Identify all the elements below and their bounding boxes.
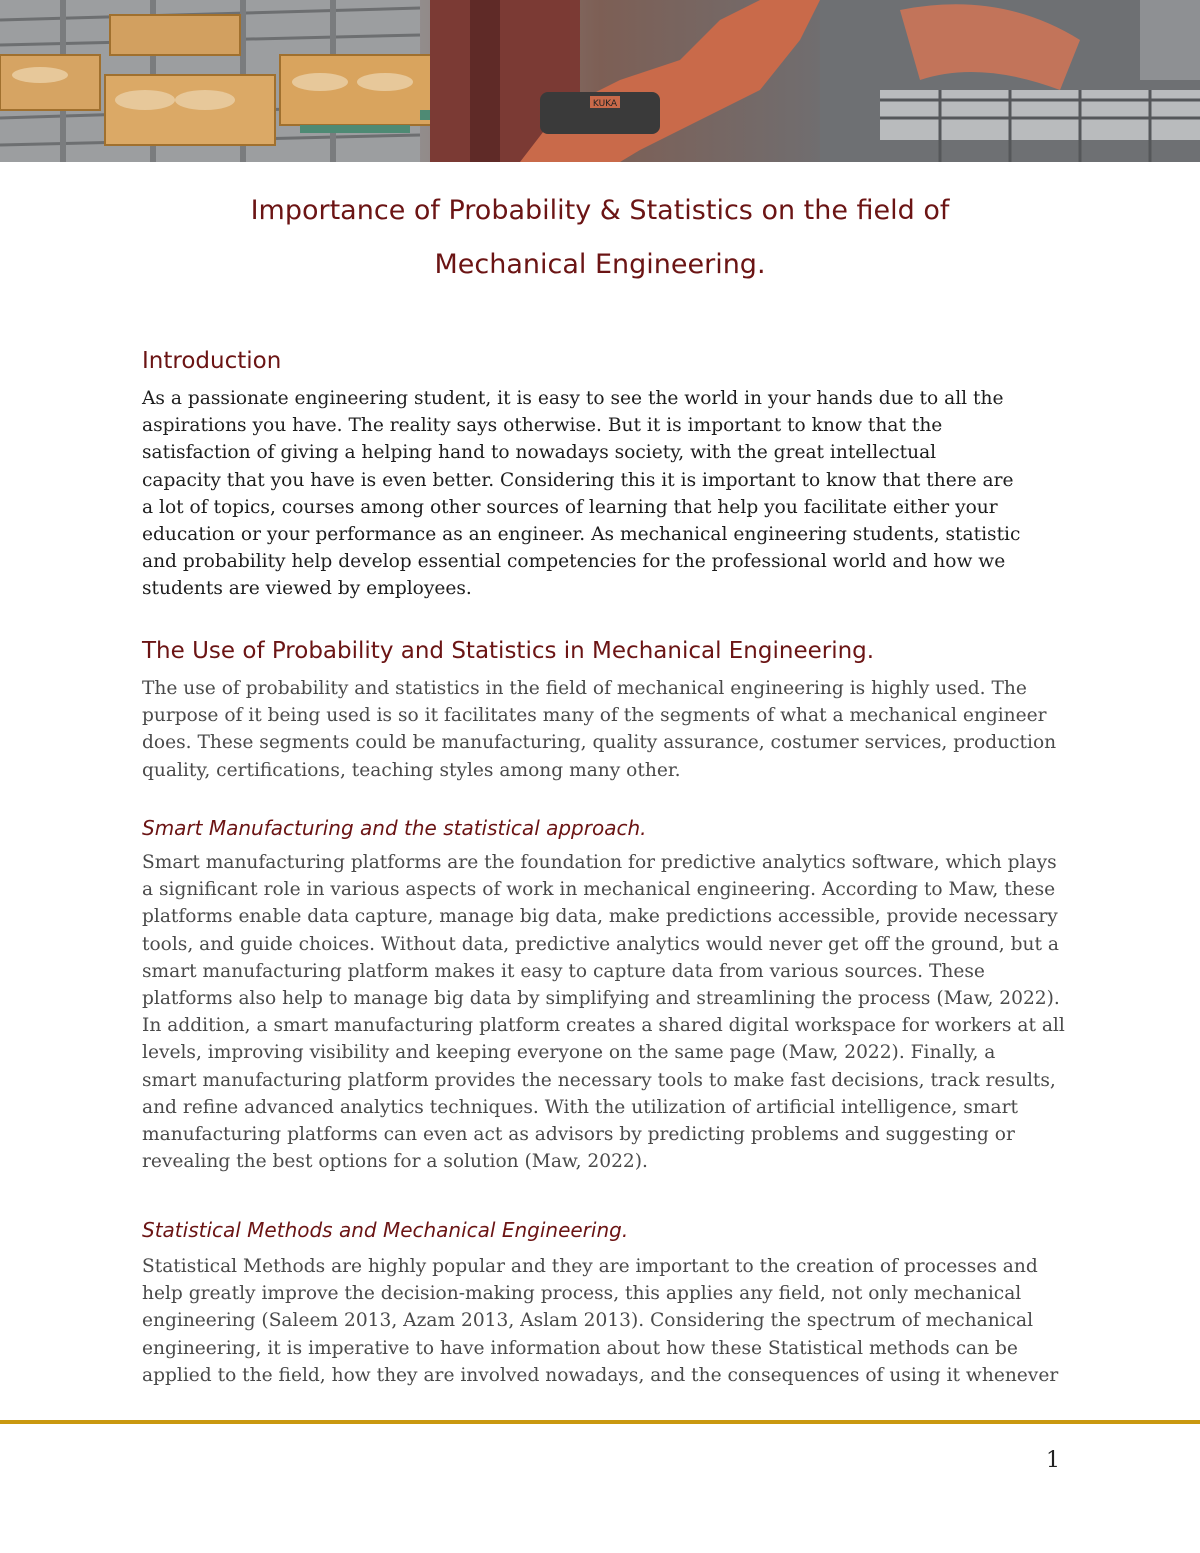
statistical-methods-heading: Statistical Methods and Mechanical Engineering. <box>142 1218 629 1242</box>
svg-text:KUKA: KUKA <box>592 99 618 109</box>
paragraph-line: a lot of topics, courses among other sources of learning that help you facilitate either your <box>142 496 998 518</box>
paragraph-line: aspirations you have. The reality says otherwise. But it is important to know that the <box>142 415 943 437</box>
footer-rule <box>0 1420 1200 1424</box>
paragraph-line: In addition, a smart manufacturing platform creates a shared digital workspace for workers at all <box>142 1015 1065 1037</box>
paragraph-line: capacity that you have is even better. Considering this it is important to know that there are <box>142 469 1014 491</box>
use-heading: The Use of Probability and Statistics in Mechanical Engineering. <box>142 638 875 664</box>
introduction-heading: Introduction <box>142 348 282 374</box>
paragraph-line: engineering, it is imperative to have information about how these Statistical methods can be <box>142 1337 1018 1359</box>
smart-manufacturing-paragraph <box>142 849 1065 1175</box>
paragraph-line: does. These segments could be manufacturing, quality assurance, costumer services, production <box>142 732 1057 754</box>
paragraph-line: levels, improving visibility and keeping everyone on the same page (Maw, 2022). Finally, a <box>142 1042 996 1064</box>
paragraph-line: purpose of it being used is so it facilitates many of the segments of what a mechanical engineer <box>142 705 1047 727</box>
paragraph-line: and refine advanced analytics techniques. With the utilization of artificial intelligence, smart <box>142 1096 1018 1118</box>
paragraph-line: tools, and guide choices. Without data, predictive analytics would never get off the ground, but a <box>142 933 1059 955</box>
paragraph-line: platforms also help to manage big data by simplifying and streamlining the process (Maw, 2022). <box>142 988 1060 1010</box>
paragraph-line: engineering (Saleem 2013, Azam 2013, Aslam 2013). Considering the spectrum of mechanical <box>142 1310 1034 1332</box>
paragraph-line: manufacturing platforms can even act as advisors by predicting problems and suggesting or <box>142 1124 1015 1146</box>
paragraph-line: platforms enable data capture, manage big data, make predictions accessible, provide necessary <box>142 906 1058 928</box>
paragraph-line: quality, certifications, teaching styles among many other. <box>142 759 681 781</box>
paragraph-line: smart manufacturing platform provides the necessary tools to make fast decisions, track results, <box>142 1069 1056 1091</box>
paragraph-line: a significant role in various aspects of work in mechanical engineering. According to Maw, these <box>142 879 1056 901</box>
header-image <box>0 0 1200 162</box>
statistical-methods-paragraph <box>142 1253 1060 1389</box>
industrial-robot-photo-icon <box>0 0 1200 162</box>
paragraph-line: Smart manufacturing platforms are the foundation for predictive analytics software, which plays <box>142 852 1057 873</box>
paragraph-line: students are viewed by employees. <box>142 578 472 600</box>
paragraph-line: applied to the field, how they are involved nowadays, and the consequences of using it whenever <box>142 1364 1059 1386</box>
paragraph-line: education or your performance as an engineer. As mechanical engineering students, statistic <box>142 524 1021 546</box>
use-paragraph <box>142 675 1060 784</box>
paragraph-line: revealing the best options for a solution (Maw, 2022). <box>142 1151 648 1173</box>
paragraph-line: As a passionate engineering student, it is easy to see the world in your hands due to all the <box>142 388 1004 409</box>
paragraph-line: satisfaction of giving a helping hand to nowadays society, with the great intellectual <box>142 442 937 464</box>
paragraph-line: and probability help develop essential competencies for the professional world and how we <box>142 551 1006 573</box>
paragraph-line: help greatly improve the decision-making process, this applies any field, not only mechanical <box>142 1283 1022 1305</box>
introduction-paragraph <box>142 385 1060 603</box>
paragraph-line: smart manufacturing platform makes it easy to capture data from various sources. These <box>142 960 985 982</box>
smart-manufacturing-heading: Smart Manufacturing and the statistical approach. <box>142 816 647 840</box>
paragraph-line: Statistical Methods are highly popular and they are important to the creation of processes and <box>142 1256 1038 1277</box>
title-line-1: Importance of Probability & Statistics on the field of <box>250 195 950 226</box>
page-number: 1 <box>1046 1448 1060 1473</box>
page-title <box>100 184 1100 292</box>
paragraph-line: The use of probability and statistics in the field of mechanical engineering is highly used. The <box>142 678 1027 699</box>
title-line-2: Mechanical Engineering. <box>434 249 766 280</box>
